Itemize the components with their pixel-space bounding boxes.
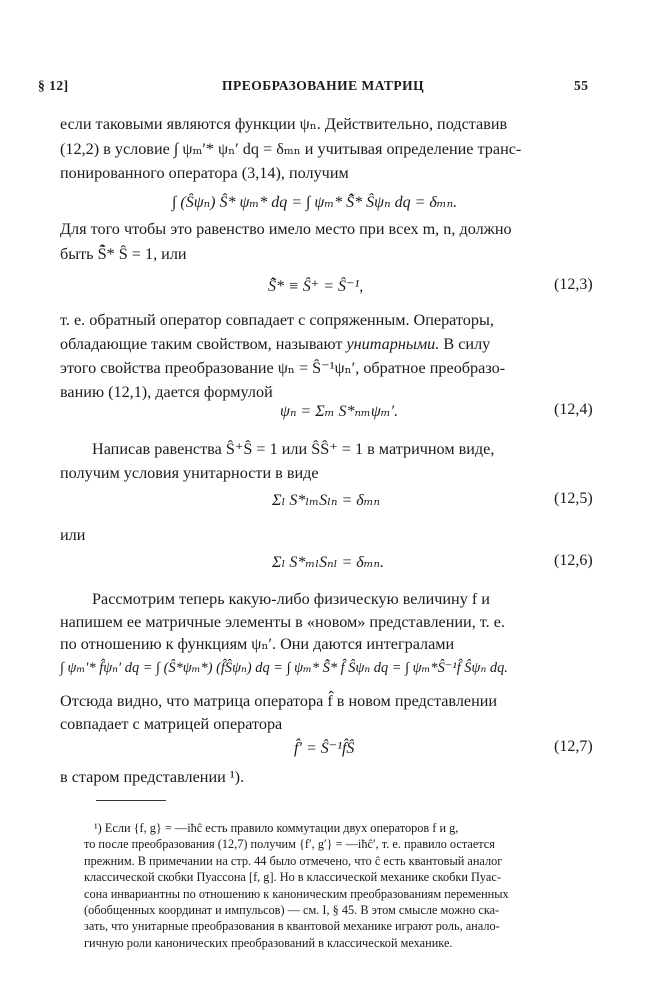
body-line: т. е. обратный оператор совпадает с сопряженным. Операторы,: [60, 311, 494, 329]
equation-12-4: ψₙ = Σₘ S*ₙₘψₘ′.: [280, 403, 399, 420]
body-line: Рассмотрим теперь какую-либо физическую величину f и: [92, 590, 490, 608]
equation-number-12-5: (12,5): [554, 490, 593, 507]
body-line: если таковыми являются функции ψₙ. Действительно, подставив: [60, 115, 508, 133]
body-text: В силу: [439, 335, 491, 353]
body-line: быть S̃̂* Ŝ = 1, или: [60, 245, 187, 263]
equation-12-3: S̃̂* ≡ Ŝ⁺ = Ŝ⁻¹,: [268, 278, 364, 295]
equation-12-6: Σₗ S*ₘₗSₙₗ = δₘₙ.: [272, 554, 384, 571]
body-line: напишем ее матричные элементы в «новом» представлении, т. е.: [60, 613, 505, 631]
body-line: по отношению к функциям ψₙ′. Они даются интегралами: [60, 635, 455, 653]
body-line: Для того чтобы это равенство имело место при всех m, n, должно: [60, 220, 512, 238]
body-line: получим условия унитарности в виде: [60, 464, 319, 482]
equation-number-12-3: (12,3): [554, 276, 593, 293]
footnote-line: (обобщенных координат и импульсов) — см. I, § 45. В этом смысле можно ска-: [84, 903, 500, 917]
equation-number-12-7: (12,7): [554, 738, 593, 755]
body-line: Отсюда видно, что матрица оператора f̂ в новом представлении: [60, 692, 498, 710]
equation-number-12-4: (12,4): [554, 401, 593, 418]
footnote-line: сона инвариантны по отношению к каноническим преобразованиям переменных: [84, 887, 509, 901]
footnote-rule: [96, 800, 166, 801]
emphasis-term: унитарными.: [346, 335, 440, 353]
equation-number-12-6: (12,6): [554, 552, 593, 569]
body-line: ванию (12,1), дается формулой: [60, 383, 273, 401]
footnote-line: то после преобразования (12,7) получим {f′, g′} = —iħĉ′, т. е. правило остается: [84, 837, 495, 851]
section-marker: § 12]: [38, 78, 69, 93]
footnote-line: ¹) Если {f, g} = —iħĉ есть правило коммутации двух операторов f и g,: [94, 821, 459, 835]
footnote-line: классической скобки Пуассона [f, g]. Но в классической механике скобки Пуас-: [84, 870, 501, 884]
page-number: 55: [574, 78, 589, 93]
body-line: или: [60, 526, 86, 544]
footnote-line: гичную роли канонических преобразований в классической механике.: [84, 936, 453, 950]
body-line: Написав равенства Ŝ⁺Ŝ = 1 или ŜŜ⁺ = 1 в матричном виде,: [92, 440, 495, 458]
body-line: этого свойства преобразование ψₙ = Ŝ⁻¹ψₙ′, обратное преобразо-: [60, 359, 506, 377]
equation-12-7: f̂′ = Ŝ⁻¹f̂Ŝ: [294, 740, 355, 757]
body-line: совпадает с матрицей оператора: [60, 715, 283, 733]
equation-12-5: Σₗ S*ₗₘSₗₙ = δₘₙ: [272, 492, 380, 509]
body-text: обладающие таким свойством, называют: [60, 335, 347, 353]
footnote-line: прежним. В примечании на стр. 44 было отмечено, что ĉ есть квантовый аналог: [84, 854, 503, 868]
body-line: [60, 333, 490, 355]
equation-unitarity-integral: ∫ (Ŝψₙ) Ŝ* ψₘ* dq = ∫ ψₘ* S̃̂* Ŝψₙ dq = δₘₙ.: [172, 194, 458, 211]
footnote-line: зать, что унитарные преобразования в квантовой механике играют роль, анало-: [84, 919, 500, 933]
running-title: ПРЕОБРАЗОВАНИЕ МАТРИЦ: [222, 78, 425, 93]
body-line: (12,2) в условие ∫ ψₘ′* ψₙ′ dq = δₘₙ и учитывая определение транс-: [60, 140, 522, 158]
equation-matrix-elements: ∫ ψₘ′* f̂ψₙ′ dq = ∫ (Ŝ*ψₘ*) (f̂Ŝψₙ) dq = ∫ ψₘ* S̃̂* f̂ Ŝψₙ dq = ∫ ψₘ*Ŝ⁻¹f̂ Ŝψₙ dq.: [60, 660, 508, 676]
body-line: понированного оператора (3,14), получим: [60, 164, 349, 182]
body-line: в старом представлении ¹).: [60, 768, 245, 786]
